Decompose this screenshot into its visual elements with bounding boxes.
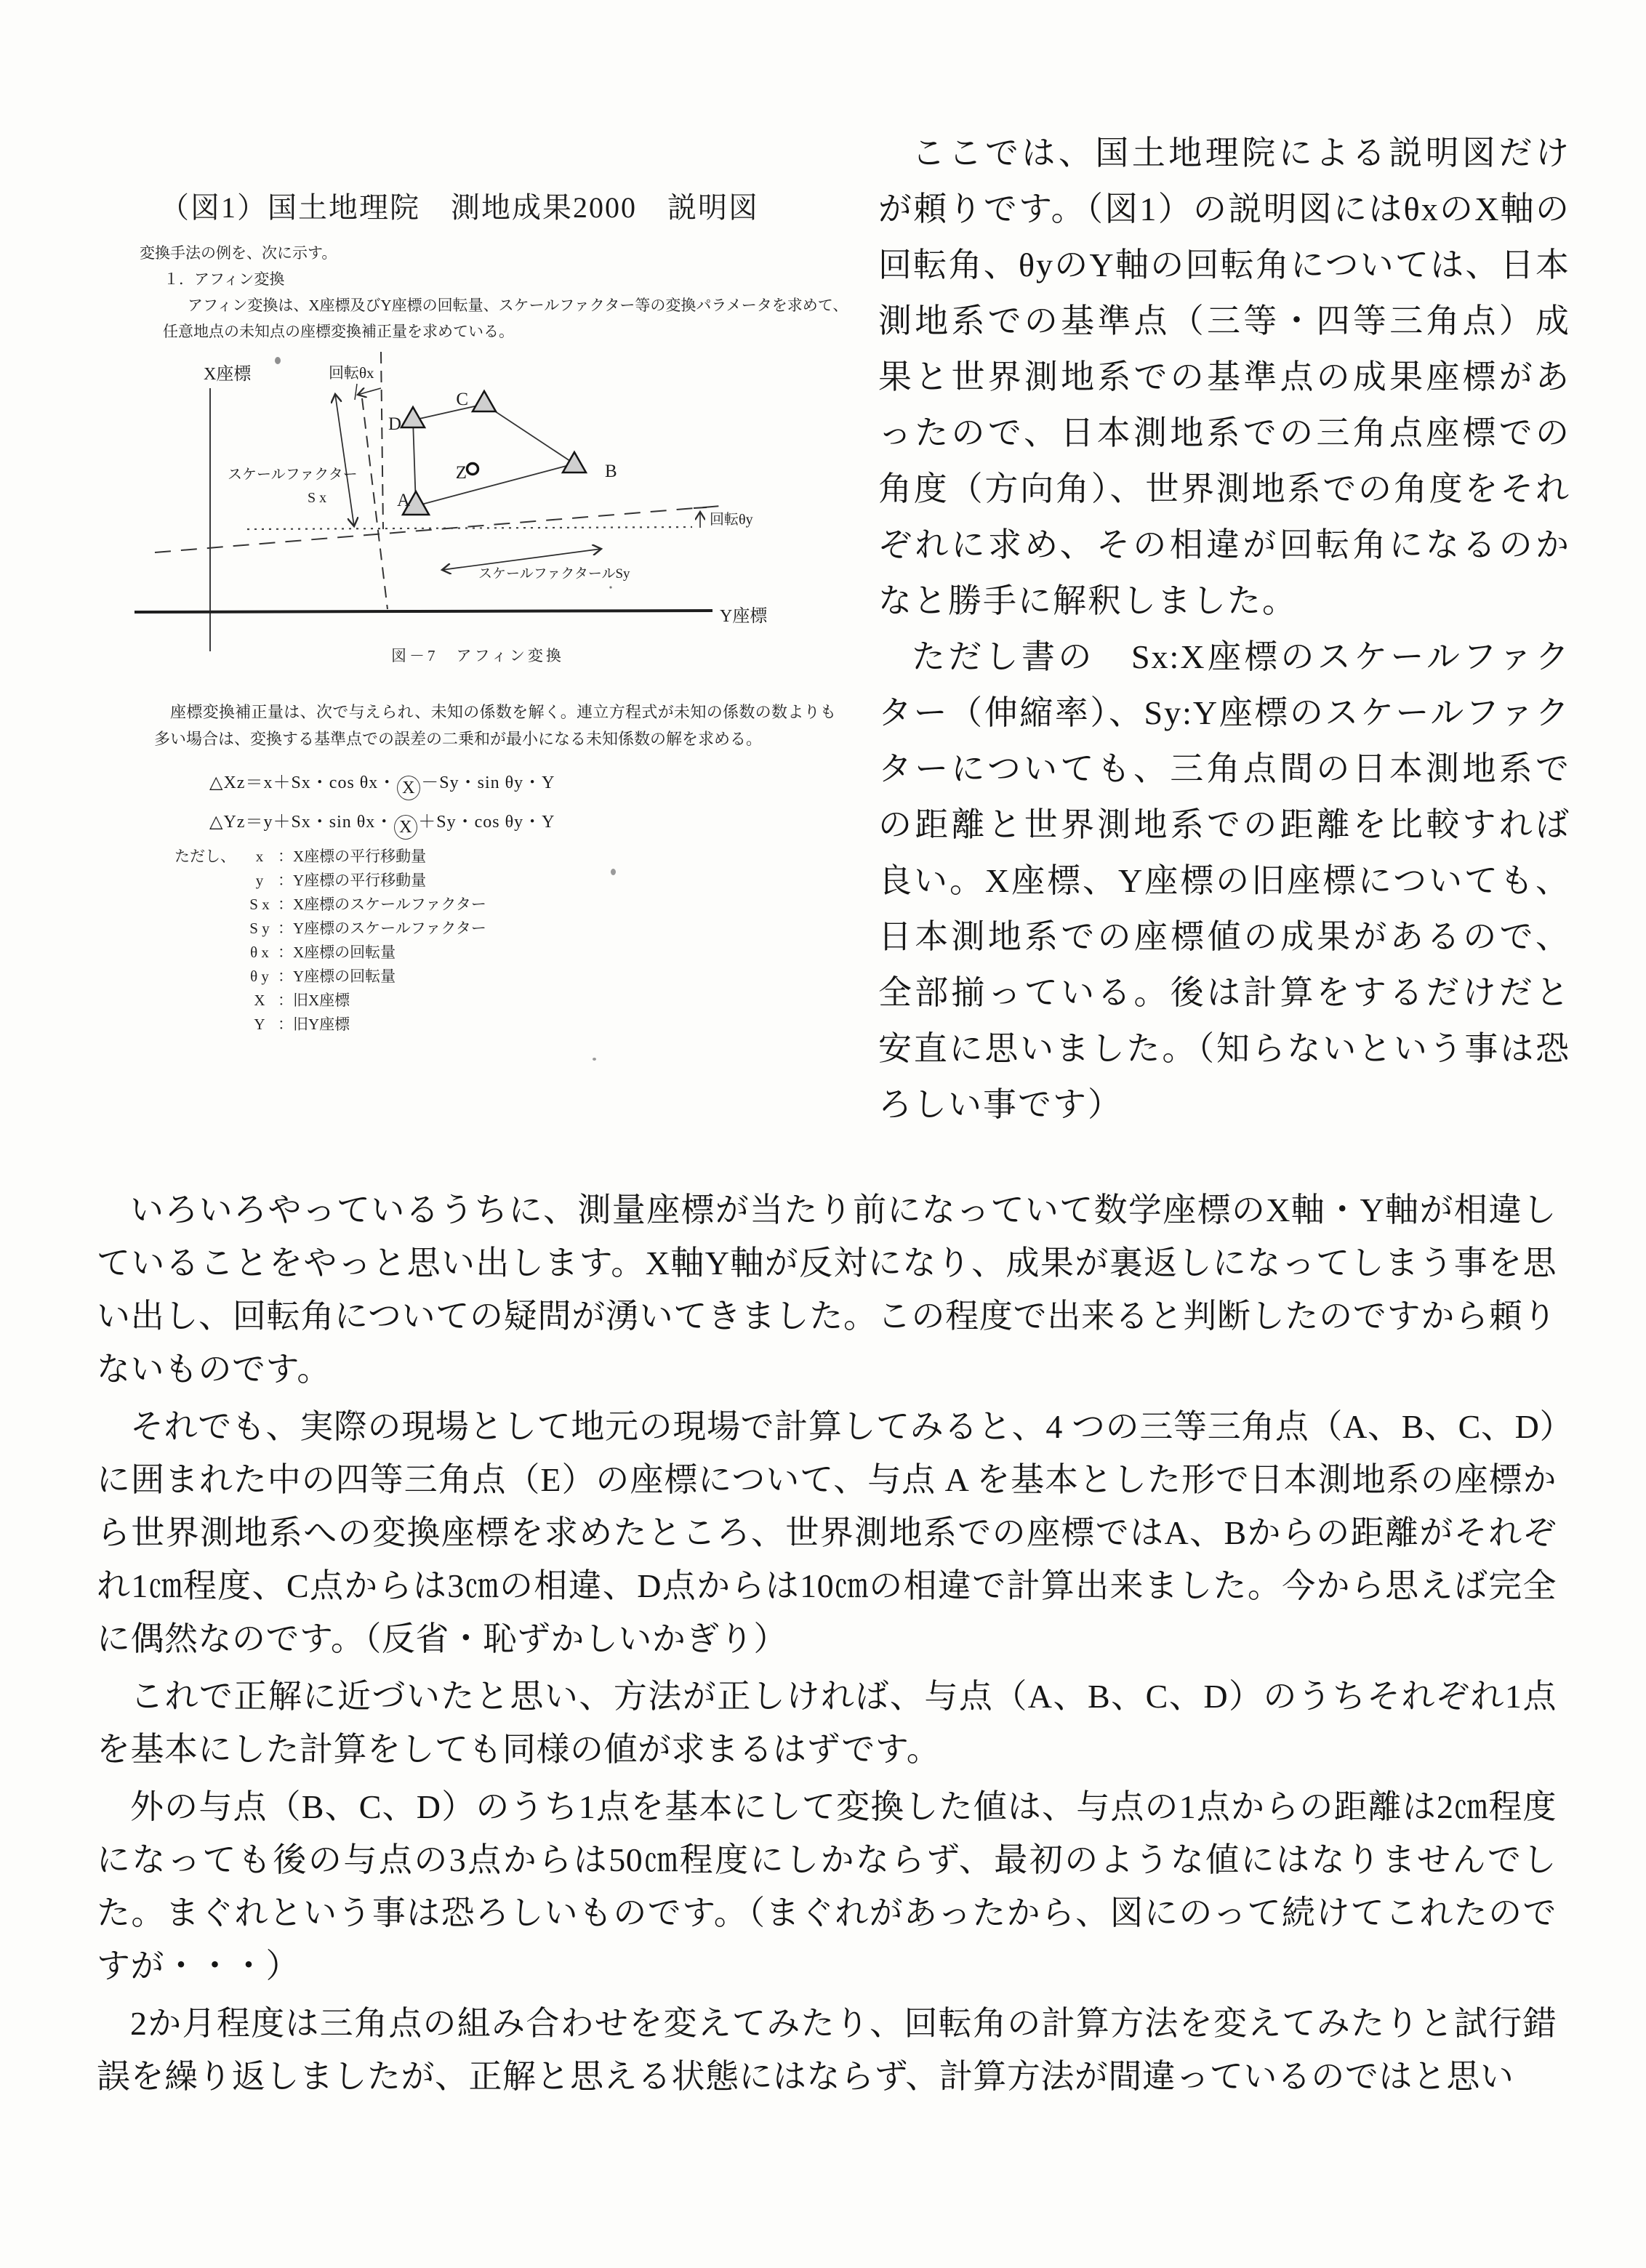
bottom-section <box>97 1183 1557 2107</box>
figure-intro-text <box>140 240 848 345</box>
affine-transform-diagram <box>131 347 807 653</box>
point-c-label: C <box>456 390 468 409</box>
dashed-vertical-line <box>381 352 383 529</box>
dotted-horizontal-line <box>247 527 692 529</box>
point-b-label: B <box>605 462 617 481</box>
legend-row: S y ：Y座標のスケールファクター <box>249 920 486 937</box>
bottom-paragraph-2: それでも、実際の現場として地元の現場で計算してみると、4 つの三等三角点（A、B、C、D）に囲まれた中の四等三角点（E）の座標について、与点 A を基本とした形で日本測地系の座標から世界測地系への変換座標を求めたところ、世界測地系での座標ではA、Bからの距離がそれぞれ1㎝程度、C点からは3㎝の相違、D点からは10㎝の相違で計算出来ました。今から思えば完全に偶然なのです。（反省・恥ずかしいかぎり） <box>97 1408 1557 1657</box>
right-column <box>878 125 1570 1133</box>
formula-delta-y <box>209 803 555 842</box>
legend-row: Y ：旧Y座標 <box>254 1016 350 1033</box>
formula-delta-x <box>209 763 555 803</box>
edge-b-a <box>416 464 574 506</box>
sx-scale-arrow <box>335 394 354 526</box>
formula-block <box>209 763 555 842</box>
rotation-x-label: 回転θx <box>329 364 374 382</box>
triangle-marker-d <box>401 407 425 427</box>
edge-c-b <box>484 404 574 464</box>
figure-intro-line: 変換手法の例を、次に示す。 <box>140 244 337 262</box>
scan-speck <box>611 869 616 875</box>
legend-row: y ：Y座標の平行移動量 <box>255 872 427 889</box>
legend-row: θ x ：X座標の回転量 <box>250 944 396 961</box>
right-column-paragraph-2: ただし書の Sx:X座標のスケールファクター（伸縮率）、Sy:Y座標のスケールファクターについても、三角点間の日本測地系での距離と世界測地系での距離を比較すれば良い。X座標、Y座標の旧座標についても、日本測地系での座標値の成果があるので、全部揃っている。後は計算をするだけだと安直に思いました。（知らないという事は恐ろしい事です） <box>878 638 1571 1123</box>
figure-intro-line: アフィン変換は、X座標及びY座標の回転量、スケールファクター等の変換パラメータを求めて、 <box>188 297 848 314</box>
formula-intro-paragraph: 座標変換補正量は、次で与えられ、未知の係数を解く。連立方程式が未知の係数の数よりも多い場合は、変換する基準点での誤差の二乗和が最小になる未知係数の解を求める。 <box>154 703 836 748</box>
scale-factor-label: スケールファクター <box>228 467 358 483</box>
triangle-marker-b <box>563 452 586 472</box>
figure-intro-line: 任意地点の未知点の座標変換補正量を求めている。 <box>163 323 514 340</box>
bottom-paragraph-3: これで正解に近づいたと思い、方法が正しければ、与点（A、B、C、D）のうちそれぞれ1点を基本にした計算をしても同様の値が求まるはずです。 <box>97 1678 1557 1768</box>
formula-text: △Yz＝y＋Sx・sin θx・ <box>209 813 394 832</box>
rotation-y-label: 回転θy <box>710 512 753 528</box>
point-z-label: Z <box>455 463 467 483</box>
rotation-x-arrow <box>358 388 381 395</box>
legend-row: ただし、 x ：X座標の平行移動量 <box>174 845 486 869</box>
bottom-paragraph-4: 外の与点（B、C、D）のうち1点を基本にして変換した値は、与点の1点からの距離は2㎝程度になっても後の与点の3点からは50㎝程度にしかならず、最初のような値にはなりませんでした。まぐれという事は恐ろしいものです。（まぐれがあったから、図にのって続けてこれたのですが・・・） <box>97 1788 1557 1984</box>
x-axis-label: X座標 <box>204 365 252 384</box>
legend-row: θ y ：Y座標の回転量 <box>250 968 396 985</box>
formula-text: △Xz＝x＋Sx・cos θx・ <box>209 773 397 792</box>
triangle-marker-c <box>473 391 496 411</box>
bottom-paragraph-5: 2か月程度は三角点の組み合わせを変えてみたり、回転角の計算方法を変えてみたりと試行錯誤を繰り返しましたが、正解と思える状態にはならず、計算方法が間違っているのではと思い <box>97 2005 1557 2095</box>
formula-text: －Sy・sin θy・Y <box>421 773 555 792</box>
rotation-x-tick <box>355 384 357 400</box>
formula-text: ＋Sy・cos θy・Y <box>418 813 555 832</box>
sy-label: スケールファクタールSy <box>478 566 630 582</box>
circled-x-icon: X <box>397 776 420 800</box>
rotation-y-tick <box>694 507 707 508</box>
point-z-marker <box>467 464 478 475</box>
variable-legend <box>174 845 486 1037</box>
dashed-rotated-y-line <box>155 506 721 552</box>
scan-speck <box>593 1058 596 1061</box>
scan-speck <box>609 586 611 588</box>
figure-title: （図1）国土地理院 測地成果2000 説明図 <box>160 191 759 224</box>
figure-intro-line: １．アフィン変換 <box>164 270 285 288</box>
scan-speck <box>275 357 281 364</box>
point-d-label: D <box>388 414 401 434</box>
bottom-paragraph-1: いろいろやっているうちに、測量座標が当たり前になっていて数学座標のX軸・Y軸が相違していることをやっと思い出します。X軸Y軸が反対になり、成果が裏返しになってしまう事を思い出し、回転角についての疑問が湧いてきました。この程度で出来ると判断したのですから頼りないものです。 <box>97 1191 1557 1388</box>
legend-row: S x ：X座標のスケールファクター <box>249 896 486 913</box>
y-axis-line <box>135 611 712 612</box>
circled-x-icon: X <box>394 815 417 840</box>
legend-row: X ：旧X座標 <box>254 992 350 1009</box>
right-column-paragraph-1: ここでは、国土地理院による説明図だけが頼りです。（図1）の説明図にはθxのX軸の回転角、θyのY軸の回転角については、日本測地系での基準点（三等・四等三角点）成果と世界測地系での基準点の成果座標があったので、日本測地系での三角点座標での角度（方向角）、世界測地系での角度をそれぞれに求め、その相違が回転角になるのかなと勝手に解釈しました。 <box>878 134 1570 619</box>
dashed-rotated-x-line <box>362 398 388 609</box>
point-a-label: A <box>396 491 410 510</box>
legend-lead: ただし、 <box>174 848 236 865</box>
y-axis-label: Y座標 <box>720 607 768 626</box>
sx-label: S x <box>308 490 327 506</box>
figure-caption: 図－7 アフィン変換 <box>391 647 564 664</box>
